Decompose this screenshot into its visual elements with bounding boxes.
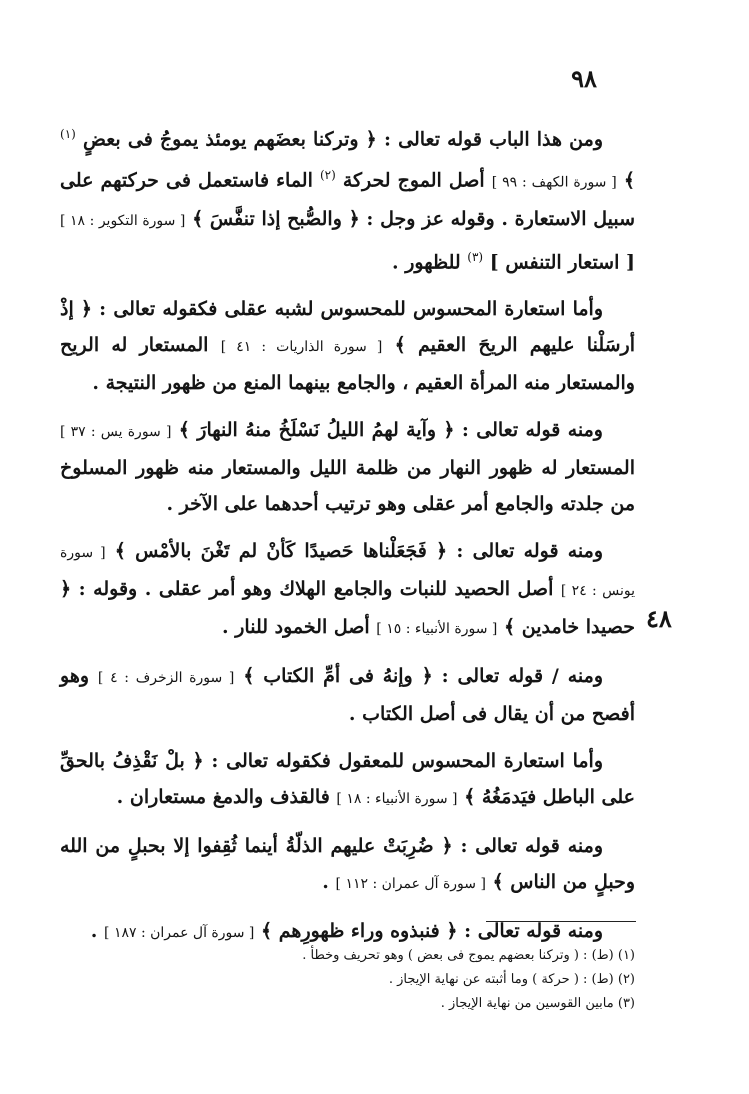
- quran-reference: [ سورة التكوير : ١٨ ]: [60, 212, 186, 229]
- footnote-3: (٣) مابين القوسين من نهاية الإيجاز .: [440, 996, 635, 1011]
- footnote-ref-1[interactable]: (١): [60, 127, 76, 141]
- footnote-ref-3[interactable]: (٣): [467, 249, 484, 264]
- quran-reference: [ سورة آل عمران : ١١٢ ]: [335, 875, 486, 892]
- body-text: [60, 116, 635, 962]
- quran-reference: [ سورة آل عمران : ١٨٧ ]: [104, 924, 255, 941]
- paragraph-8: ومنه قوله تعالى : ﴿ فنبذوه وراء ظهورِهم ﴾ [ سورة آل عمران : ١٨٧ ] .: [90, 919, 603, 942]
- paragraph-3: ومنه قوله تعالى : ﴿ وآية لهمُ الليلُ نَسْلَخُ منهُ النهارَ ﴾ [ سورة يس : ٣٧ ] المستعار له ظهور النهار من ظلمة الليل والمستعار منه ظهور المسلوخ من جلدته والجامع أمر عقلى وهو ترتيب أحدهما على الآخر .: [60, 418, 635, 515]
- margin-page-number: ٤٨: [646, 604, 672, 633]
- footnote-1: (١) (ط) : ( وتركنا بعضهم يموج فى بعض ) وهو تحريف وخطأ .: [302, 948, 635, 963]
- quran-reference: [ سورة الزخرف : ٤ ]: [97, 669, 235, 686]
- footnote-ref-2[interactable]: (٢): [319, 168, 336, 183]
- footnotes: [140, 944, 635, 1016]
- footnote-2: (٢) (ط) : ( حركة ) وما أثبته عن نهاية الإيجاز .: [388, 972, 635, 987]
- paragraph-7: ومنه قوله تعالى : ﴿ ضُرِبَتْ عليهم الذلّةُ أينما ثُقِفوا إلا بحبلٍ من الله وحبلٍ من الناس ﴾ [ سورة آل عمران : ١١٢ ] .: [60, 834, 635, 893]
- quran-reference: [ سورة الكهف : ٩٩ ]: [491, 174, 617, 191]
- quran-reference: [ سورة الذاريات : ٤١ ]: [220, 338, 383, 355]
- paragraph-6: وأما استعارة المحسوس للمعقول فكقوله تعالى : ﴿ بلْ نَقْذِفُ بالحقِّ على الباطل فيَدمَغُهُ ﴾ [ سورة الأنبياء : ١٨ ] فالقذف والدمغ مستعاران .: [60, 749, 635, 808]
- paragraph-5: ومنه / قوله تعالى : ﴿ وإنهُ فى أمِّ الكتاب ﴾ [ سورة الزخرف : ٤ ] وهو أفصح من أن يقال فى أصل الكتاب .: [60, 664, 635, 725]
- page-number: ٩٨: [571, 64, 597, 93]
- quran-reference: [ سورة الأنبياء : ١٨ ]: [336, 790, 458, 807]
- paragraph-4: ومنه قوله تعالى : ﴿ فَجَعَلْناها حَصيدًا كَأنْ لم تَغْنَ بالأمْس ﴾ [ سورة يونس : ٢٤ ] أصل الحصيد للنبات والجامع الهلاك وهو أمر عقلى . وقوله : ﴿ حصيدا خامدين ﴾ [ سورة الأنبياء : ١٥ ] أصل الخمود للنار .: [60, 539, 635, 638]
- paragraph-1: ومن هذا الباب قوله تعالى : ﴿ وتركنا بعضَهم يومئذ يموجُ فى بعضٍ $^{(١)}$ ﴾ [ سورة الكهف : ٩٩ ] أصل الموج لحركة $^{(٢)}$ الماء فاستعمل فى حركتهم على سبيل الاستعارة . وقوله عز وجل : ﴿ والصُّبح إذا تنفَّسَ ﴾ [ سورة التكوير : ١٨ ] [ استعار التنفس ] $^{(٣)}$ للظهور .: [60, 127, 635, 273]
- footnote-divider: [486, 921, 636, 922]
- quran-reference: [ سورة الأنبياء : ١٥ ]: [376, 620, 498, 637]
- paragraph-2: وأما استعارة المحسوس للمحسوس لشبه عقلى فكقوله تعالى : ﴿ إذْ أرسَلْنا عليهم الريحَ العقيم ﴾ [ سورة الذاريات : ٤١ ] المستعار له الريح والمستعار منه المرأة العقيم ، والجامع بينهما المنع من ظهور النتيجة .: [60, 297, 635, 394]
- quran-reference: [ سورة يس : ٣٧ ]: [60, 423, 172, 440]
- quran-reference: [ سورة يونس : ٢٤ ]: [60, 544, 635, 599]
